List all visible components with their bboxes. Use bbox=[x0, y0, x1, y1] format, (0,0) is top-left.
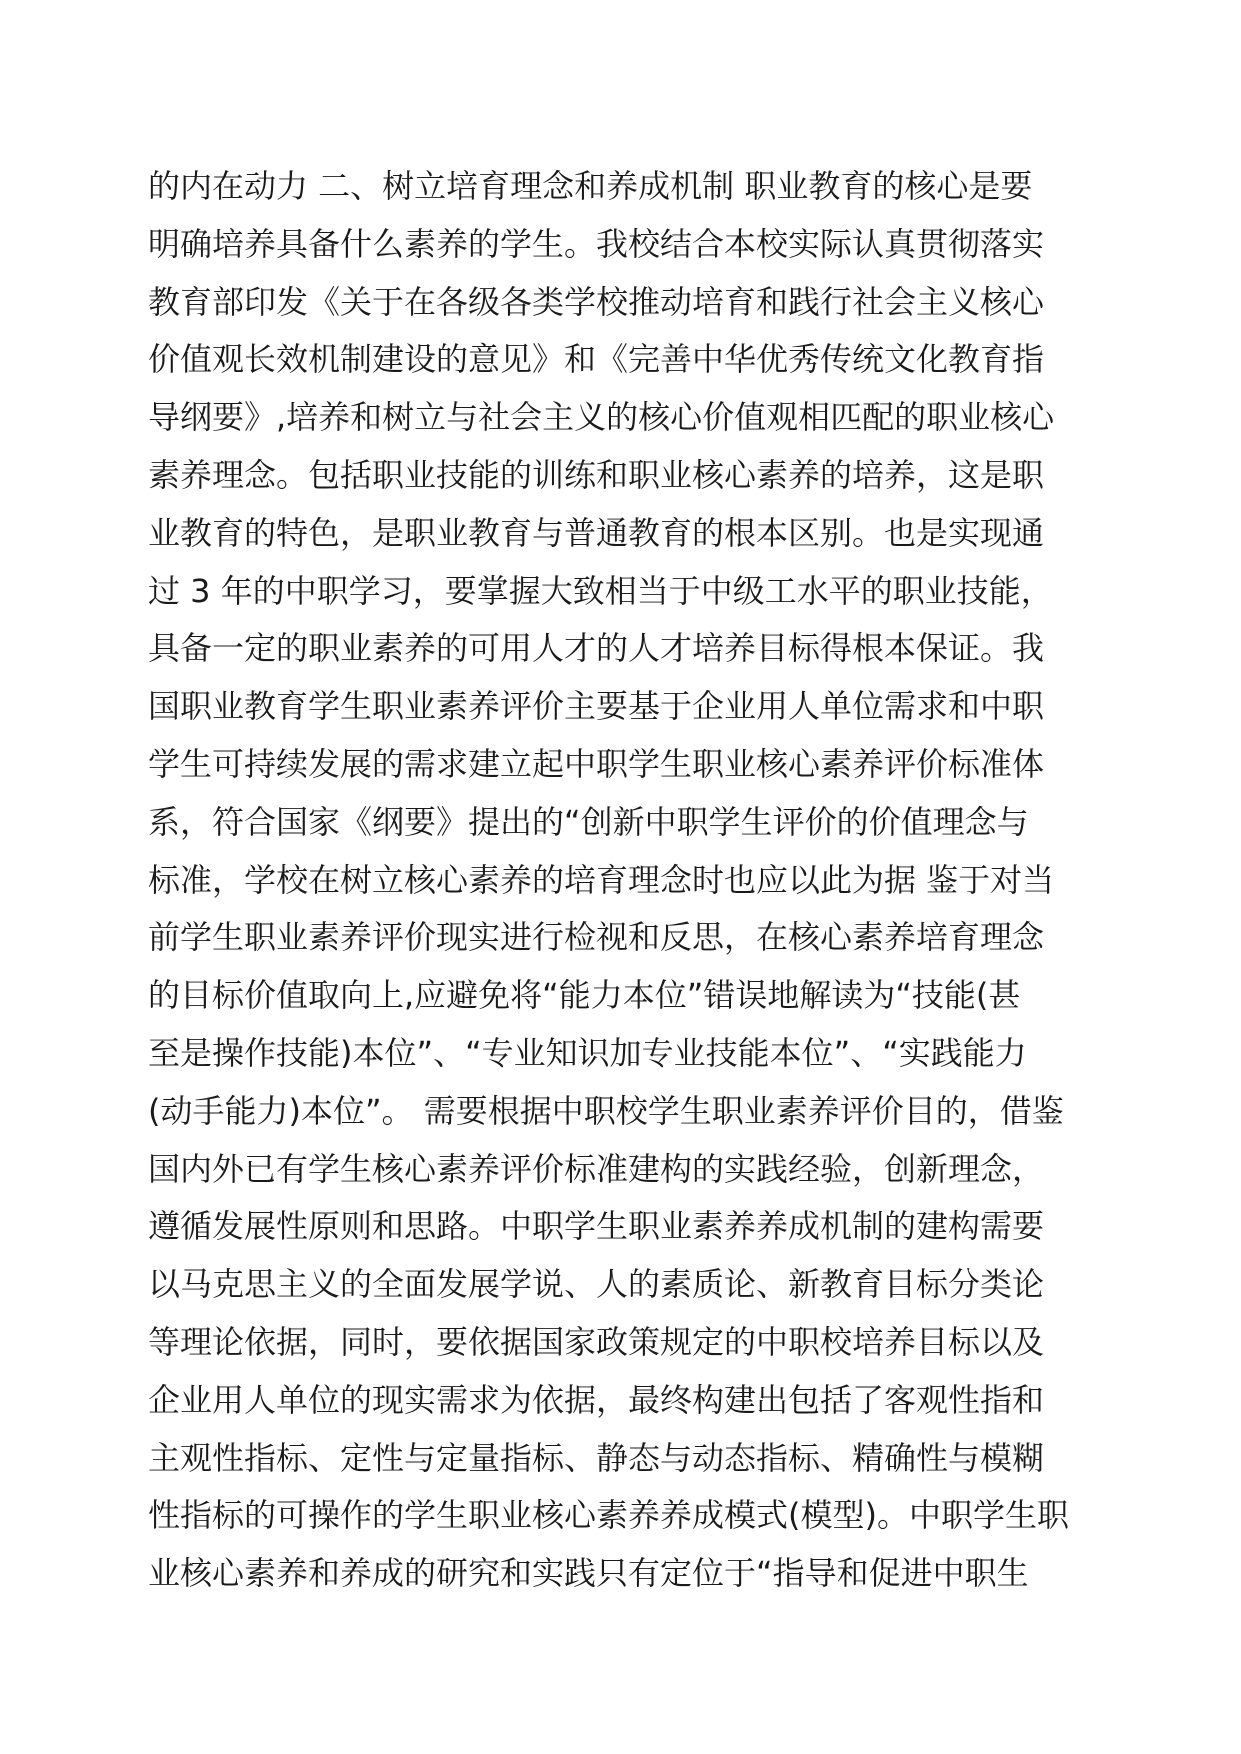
text-line: 具备一定的职业素养的可用人才的人才培养目标得根本保证。我 bbox=[148, 629, 1045, 668]
text-line: 遵循发展性原则和思路。中职学生职业素养养成机制的建构需要 bbox=[148, 1207, 1045, 1246]
text-line: 业教育的特色，是职业教育与普通教育的根本区别。也是实现通 bbox=[148, 513, 1045, 552]
text-line: 等理论依据，同时，要依据国家政策规定的中职校培养目标以及 bbox=[148, 1322, 1045, 1361]
text-line: 企业用人单位的现实需求为依据，最终构建出包括了客观性指和 bbox=[148, 1380, 1045, 1419]
text-line: 性指标的可操作的学生职业核心素养养成模式(模型)。中职学生职 bbox=[148, 1496, 1069, 1535]
text-line: 学生可持续发展的需求建立起中职学生职业核心素养评价标准体 bbox=[148, 744, 1045, 783]
text-line: 至是操作技能)本位”、“专业知识加专业技能本位”、“实践能力 bbox=[148, 1033, 1027, 1072]
text-line: 导纲要》,培养和树立与社会主义的核心价值观相匹配的职业核心 bbox=[148, 398, 1055, 437]
text-line: 主观性指标、定性与定量指标、静态与动态指标、精确性与模糊 bbox=[148, 1438, 1045, 1477]
text-line: 以马克思主义的全面发展学说、人的素质论、新教育目标分类论 bbox=[148, 1265, 1045, 1304]
body-paragraph bbox=[148, 158, 1108, 1603]
text-line: 明确培养具备什么素养的学生。我校结合本校实际认真贯彻落实 bbox=[148, 224, 1045, 263]
text-line: 国职业教育学生职业素养评价主要基于企业用人单位需求和中职 bbox=[148, 687, 1045, 726]
text-line: 教育部印发《关于在各级各类学校推动培育和践行社会主义核心 bbox=[148, 282, 1045, 321]
text-line: 国内外已有学生核心素养评价标准建构的实践经验，创新理念， bbox=[148, 1149, 1045, 1188]
text-line: (动手能力)本位”。 需要根据中职校学生职业素养评价目的，借鉴 bbox=[148, 1091, 1064, 1130]
text-line: 标准，学校在树立核心素养的培育理念时也应以此为据 鉴于对当 bbox=[148, 860, 1055, 899]
text-line: 系，符合国家《纲要》提出的“创新中职学生评价的价值理念与 bbox=[148, 802, 1029, 841]
text-line: 素养理念。包括职业技能的训练和职业核心素养的培养，这是职 bbox=[148, 455, 1045, 494]
text-line: 前学生职业素养评价现实进行检视和反思，在核心素养培育理念 bbox=[148, 918, 1045, 957]
text-line: 的目标价值取向上,应避免将“能力本位”错误地解读为“技能(甚 bbox=[148, 976, 1021, 1015]
text-line: 业核心素养和养成的研究和实践只有定位于“指导和促进中职生 bbox=[148, 1554, 1029, 1593]
text-line: 的内在动力 二、树立培育理念和养成机制 职业教育的核心是要 bbox=[148, 167, 1033, 205]
text-line: 过 3 年的中职学习，要掌握大致相当于中级工水平的职业技能， bbox=[148, 571, 1053, 610]
text-line: 价值观长效机制建设的意见》和《完善中华优秀传统文化教育指 bbox=[148, 340, 1045, 379]
